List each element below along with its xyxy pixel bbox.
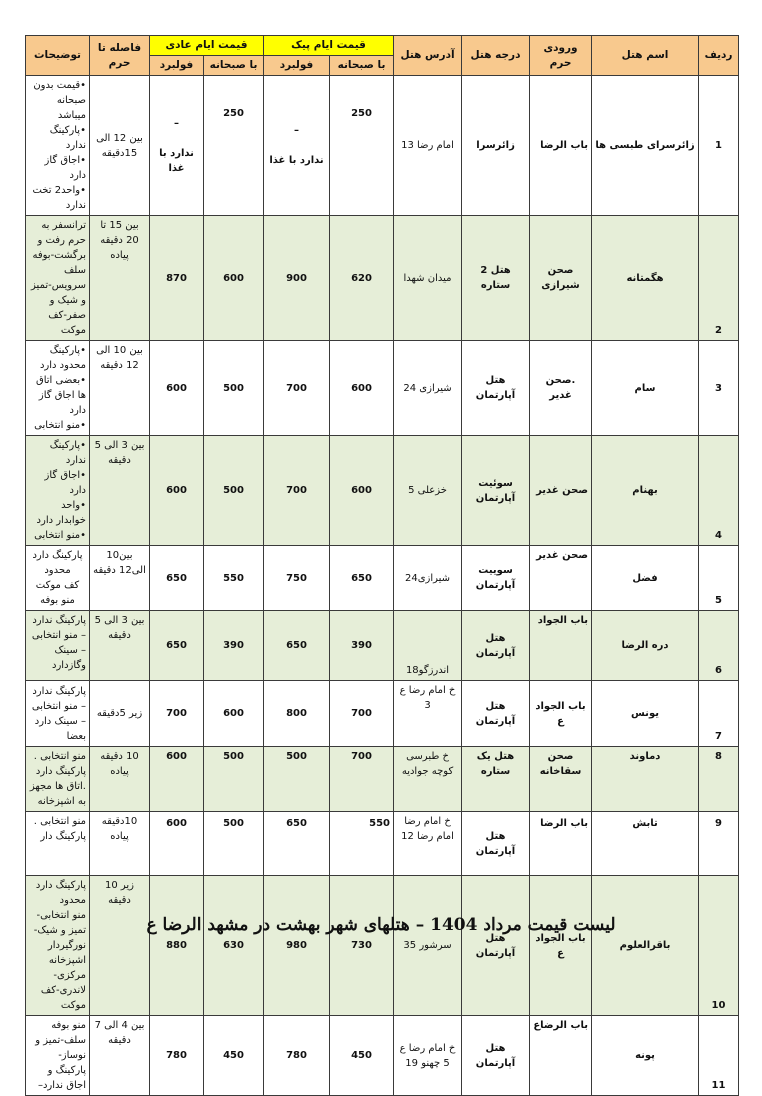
normal-breakfast-price: 550 <box>204 546 264 611</box>
normal-breakfast-price: 600 <box>204 216 264 341</box>
normal-fullboard-price: 600 <box>150 436 204 546</box>
normal-fullboard-note: ندارد با غذا <box>159 147 194 174</box>
distance-to-shrine: بین 12 الی 15دقیقه <box>90 76 150 216</box>
peak-fullboard-price: 650 <box>264 611 330 681</box>
distance-to-shrine: زیر 5دقیقه <box>90 681 150 747</box>
distance-to-shrine: زیر 10 دقیقه <box>90 876 150 1016</box>
row-number: 8 <box>699 747 739 812</box>
header-distance: فاصله تا حرم <box>90 36 150 76</box>
table-row <box>26 876 739 1016</box>
peak-fullboard-price: 900 <box>264 216 330 341</box>
normal-breakfast-price: 500 <box>204 436 264 546</box>
hotel-name: فضل <box>592 546 699 611</box>
distance-to-shrine: بین 3 الی 5 دقیقه <box>90 436 150 546</box>
normal-fullboard-price: 700 <box>150 681 204 747</box>
shrine-entry: باب الجواد <box>530 611 592 681</box>
header-peak-breakfast: با صبحانه <box>330 56 394 76</box>
normal-breakfast-price: 390 <box>204 611 264 681</box>
hotel-address: خ امام رضا امام رضا 12 <box>394 812 462 876</box>
table-row <box>26 681 739 747</box>
shrine-entry: صحن سقاخانه <box>530 747 592 812</box>
peak-fullboard-price: 750 <box>264 546 330 611</box>
hotel-name: دره الرضا <box>592 611 699 681</box>
normal-fullboard-price: 600 <box>150 747 204 812</box>
header-hotel-name: اسم هتل <box>592 36 699 76</box>
hotel-address: امام رضا 13 <box>394 76 462 216</box>
hotel-name: سام <box>592 341 699 436</box>
distance-to-shrine: بین 10 الی 12 دقیقه <box>90 341 150 436</box>
normal-breakfast-price: 500 <box>204 747 264 812</box>
hotel-description: منو انتخابی . پارکینگ دارد .اتاق ها مجهز به اشپزخانه <box>26 747 90 812</box>
row-number: 9 <box>699 812 739 876</box>
peak-breakfast-price: 250 <box>330 76 394 216</box>
header-row-top <box>26 36 739 56</box>
hotel-name: تابش <box>592 812 699 876</box>
peak-fullboard-price: 700 <box>264 341 330 436</box>
normal-breakfast-price: 500 <box>204 341 264 436</box>
normal-fullboard-price: 600 <box>150 812 204 876</box>
row-number: 3 <box>699 341 739 436</box>
distance-to-shrine: بین10 الی12 دقیقه <box>90 546 150 611</box>
shrine-entry: باب الجواد ع <box>530 876 592 1016</box>
hotel-description: منو انتخابی . پارکینگ دار <box>26 812 90 876</box>
row-number: 1 <box>699 76 739 216</box>
peak-breakfast-price: 550 <box>330 812 394 876</box>
normal-fullboard-price: 650 <box>150 611 204 681</box>
peak-breakfast-price: 700 <box>330 747 394 812</box>
peak-fullboard-price: 980 <box>264 876 330 1016</box>
peak-breakfast-price: 700 <box>330 681 394 747</box>
hotel-grade: هتل یک ستاره <box>462 747 530 812</box>
hotel-description: پارکینگ ندارد – منو انتخابی – سینک دارد بعضا <box>26 681 90 747</box>
hotel-description: ترانسفر به حرم رفت و برگشت-بوفه سلف سرویس-تمیز و شیک و صفر-کف موکت <box>26 216 90 341</box>
hotel-name: بهنام <box>592 436 699 546</box>
hotel-price-table <box>25 35 739 1096</box>
peak-fullboard-price: 800 <box>264 681 330 747</box>
table-row <box>26 216 739 341</box>
peak-breakfast-price: 450 <box>330 1016 394 1096</box>
hotel-description: •پارکینگ ندارد •اجاق گاز دارد •واحد خوابدار دارد •منو انتخابی <box>26 436 90 546</box>
hotel-description: پارکینگ ندارد – منو انتخابی – سینک وگازدارد <box>26 611 90 681</box>
header-hotel-grade: درجه هتل <box>462 36 530 76</box>
peak-breakfast-price: 600 <box>330 341 394 436</box>
header-normal-prices: قیمت ایام عادی <box>150 36 264 56</box>
header-normal-fullboard: فولبرد <box>150 56 204 76</box>
table-row <box>26 76 739 216</box>
hotel-grade: هتل آپارتمان <box>462 681 530 747</box>
shrine-entry: صحن غدیر <box>530 546 592 611</box>
row-number: 4 <box>699 436 739 546</box>
peak-fullboard-price: 780 <box>264 1016 330 1096</box>
peak-fullboard-price: 700 <box>264 436 330 546</box>
row-number: 6 <box>699 611 739 681</box>
hotel-grade: زائرسرا <box>462 76 530 216</box>
table-row <box>26 341 739 436</box>
normal-fullboard-price: 650 <box>150 546 204 611</box>
hotel-name: زائرسرای طبسی ها <box>592 76 699 216</box>
hotel-grade: هتل آپارتمان <box>462 611 530 681</box>
hotel-address: سرشور 35 <box>394 876 462 1016</box>
normal-fullboard-dash: – <box>174 117 179 129</box>
normal-fullboard-price: 870 <box>150 216 204 341</box>
hotel-address: خ امام رضا ع 3 <box>394 681 462 747</box>
peak-fullboard-price: 650 <box>264 812 330 876</box>
distance-to-shrine: بین 15 تا 20 دقیقه پیاده <box>90 216 150 341</box>
peak-breakfast-price: 730 <box>330 876 394 1016</box>
hotel-address: خزعلی 5 <box>394 436 462 546</box>
header-shrine-entry: ورودی حرم <box>530 36 592 76</box>
hotel-description: منو بوفه سلف-تمیز و نوساز-پارکینگ و اجاق ندارد– <box>26 1016 90 1096</box>
peak-breakfast-price: 390 <box>330 611 394 681</box>
page-title: لیست قیمت مرداد 1404 – هتلهای شهر بهشت در مشهد الرضا ع <box>146 915 616 935</box>
hotel-description: پارکینگ دارد محدود کف موکت منو بوفه <box>26 546 90 611</box>
normal-fullboard-price <box>150 76 204 216</box>
table-row <box>26 546 739 611</box>
shrine-entry: صحن شیرازی <box>530 216 592 341</box>
hotel-grade: سوئیت آپارتمان <box>462 436 530 546</box>
hotel-address: خ امام رضا ع 5 چهنو 19 <box>394 1016 462 1096</box>
header-normal-breakfast: با صبحانه <box>204 56 264 76</box>
hotel-address: میدان شهدا <box>394 216 462 341</box>
shrine-entry: باب الرضاع <box>530 1016 592 1096</box>
row-number: 5 <box>699 546 739 611</box>
hotel-address: شیرازی24 <box>394 546 462 611</box>
row-number: 7 <box>699 681 739 747</box>
peak-fullboard-price: 500 <box>264 747 330 812</box>
hotel-address: اندرزگو18 <box>394 611 462 681</box>
normal-fullboard-price: 600 <box>150 341 204 436</box>
hotel-name: هگمتانه <box>592 216 699 341</box>
hotel-name: باقرالعلوم <box>592 876 699 1016</box>
table-row <box>26 747 739 812</box>
hotel-grade: هتل آپارتمان <box>462 341 530 436</box>
hotel-description: •پارکینگ محدود دارد •بعضی اتاق ها اجاق گاز دارد •منو انتخابی <box>26 341 90 436</box>
hotel-name: یونس <box>592 681 699 747</box>
hotel-grade: هتل 2 ستاره <box>462 216 530 341</box>
hotel-address: شیرازی 24 <box>394 341 462 436</box>
header-peak-fullboard: فولبرد <box>264 56 330 76</box>
peak-breakfast-price: 650 <box>330 546 394 611</box>
header-hotel-address: آدرس هتل <box>394 36 462 76</box>
hotel-grade: هتل آپارتمان <box>462 876 530 1016</box>
hotel-grade: سوییت آپارتمان <box>462 546 530 611</box>
header-description: توضیحات <box>26 36 90 76</box>
row-number: 11 <box>699 1016 739 1096</box>
row-number: 2 <box>699 216 739 341</box>
peak-breakfast-price: 600 <box>330 436 394 546</box>
normal-breakfast-price: 600 <box>204 681 264 747</box>
normal-breakfast-price: 500 <box>204 812 264 876</box>
distance-to-shrine: بین 4 الی 7 دقیقه <box>90 1016 150 1096</box>
distance-to-shrine: 10دقیقه پیاده <box>90 812 150 876</box>
normal-breakfast-price: 450 <box>204 1016 264 1096</box>
peak-fullboard-dash: – <box>294 125 299 136</box>
normal-fullboard-price: 780 <box>150 1016 204 1096</box>
table-row <box>26 812 739 876</box>
header-peak-prices: قیمت ایام پیک <box>264 36 394 56</box>
row-number: 10 <box>699 876 739 1016</box>
hotel-grade: هتل آپارتمان <box>462 812 530 876</box>
hotel-description: •قیمت بدون صبحانه میباشد •پارکینگ ندارد •اجاق گاز دارد •واحد2 تخت ندارد <box>26 76 90 216</box>
hotel-name: دماوند <box>592 747 699 812</box>
table-row <box>26 436 739 546</box>
peak-fullboard-note: ندارد با غذا <box>269 155 324 166</box>
header-row-number: ردیف <box>699 36 739 76</box>
normal-fullboard-price: 880 <box>150 876 204 1016</box>
distance-to-shrine: 10 دقیقه پیاده <box>90 747 150 812</box>
peak-breakfast-price: 620 <box>330 216 394 341</box>
hotel-name: پونه <box>592 1016 699 1096</box>
hotel-address: خ طبرسی کوچه جوادیه <box>394 747 462 812</box>
hotel-grade: هتل آپارتمان <box>462 1016 530 1096</box>
normal-breakfast-price: 630 <box>204 876 264 1016</box>
shrine-entry: .صحن غدیر <box>530 341 592 436</box>
shrine-entry: باب الجواد ع <box>530 681 592 747</box>
normal-breakfast-price: 250 <box>204 76 264 216</box>
shrine-entry: باب الرضا <box>530 812 592 876</box>
distance-to-shrine: بین 3 الی 5 دقیقه <box>90 611 150 681</box>
shrine-entry: صحن غدیر <box>530 436 592 546</box>
peak-fullboard-price <box>264 76 330 216</box>
table-row <box>26 1016 739 1096</box>
table-row <box>26 611 739 681</box>
hotel-description: پارکینگ دارد محدود منو انتخابی-تمیز و شیک-نورگیردار اشپزخانه مرکزی-لاندری-کف موکت <box>26 876 90 1016</box>
shrine-entry: باب الرضا <box>530 76 592 216</box>
